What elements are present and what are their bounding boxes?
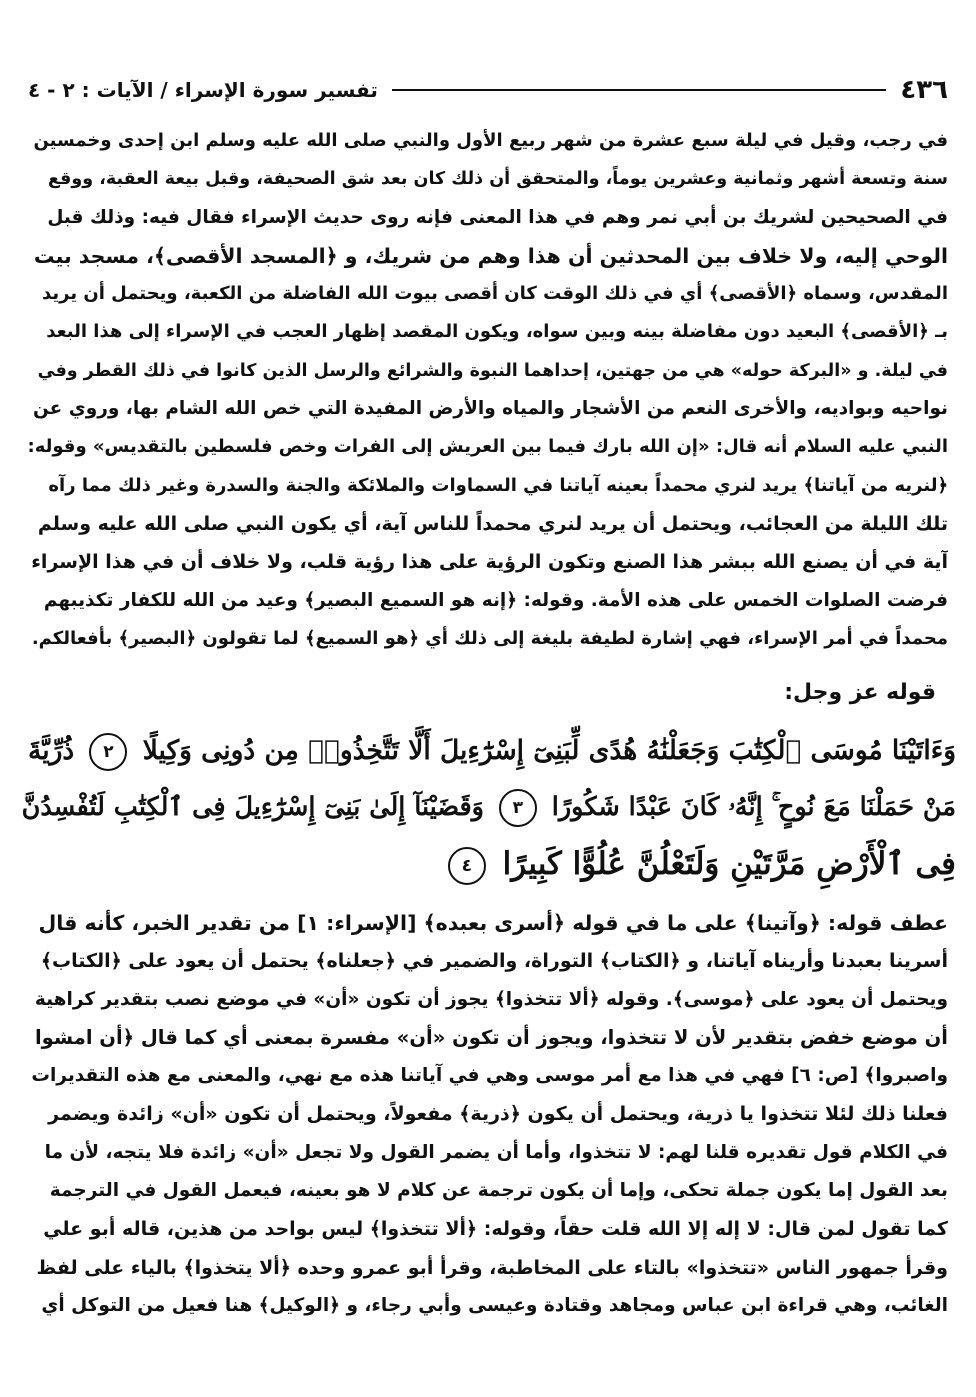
text-line: أن موضع خفض بتقدير لأن لا تتخذوا، ويجوز أن تكون «أن» مفسرة بمعنى أي كما قال ﴿أن امشوا bbox=[35, 1025, 948, 1049]
verse-text: فِى ٱلْأَرْضِ مَرَّتَيْنِ وَلَتَعْلُنَّ عُلُوًّا كَبِيرًا bbox=[502, 846, 956, 882]
text-line: فرضت الصلوات الخمس على هذه الأمة. وقوله: ﴿إنه هو السميع البصير﴾ وعيد من الله للكفار تكذيبهم bbox=[43, 589, 948, 611]
text-line: عطف قوله: ﴿وآتينا﴾ على ما في قوله ﴿أسرى بعبده﴾ [الإسراء: ١] من تقدير الخبر، كأنه قال bbox=[38, 911, 948, 935]
commentary-paragraph-1 bbox=[28, 122, 948, 658]
text-line: في الكلام قول تقديره قلنا لهم: لا تتخذوا، وأما أن يضمر القول ولا تجعل «أن» زائدة فلا يتجه، لأن ما bbox=[44, 1141, 948, 1163]
verse-text: مَنْ حَمَلْنَا مَعَ نُوحٍ ۚ إِنَّهُۥ كَانَ عَبْدًا شَكُورًا bbox=[551, 792, 956, 822]
header-rule bbox=[392, 89, 886, 91]
text-line: آية في أن يصنع الله ببشر هذا الصنع وتكون الرؤية على هذا رؤية قلب، ولا خلاف أن في هذا الإسراء bbox=[31, 551, 948, 574]
verse-line-3 bbox=[20, 836, 956, 893]
verse-text: وَءَاتَيْنَا مُوسَى ٱلْكِتَٰبَ وَجَعَلْنَٰهُ هُدًى لِّبَنِىٓ إِسْرَٰٓءِيلَ أَلَّا تَتَّخِذُوا۟ مِن دُونِى وَكِيلًا bbox=[142, 735, 956, 766]
text-line: المقدس، وسماه ﴿الأقصى﴾ أي في ذلك الوقت كان أقصى بيوت الله الفاضلة من الكعبة، ويحتمل أن يريد bbox=[41, 283, 948, 305]
text-line: نواحيه وبواديه، والأخرى النعم من الأشجار والمياه والأرض المفيدة التي خص الله الشام بها، وروي عن bbox=[33, 398, 948, 420]
page-number: ٤٣٦ bbox=[900, 75, 948, 105]
text-line: تلك الليلة من العجائب، ويحتمل أن يريد لنري محمداً للناس آية، أي يكون النبي صلى الله عليه وسلم bbox=[37, 512, 948, 535]
text-line: بـ ﴿الأقصى﴾ البعيد دون مفاضلة بينه وبين سواه، ويكون المقصد إظهار العجب في الإسراء إلى هذا البعد bbox=[46, 321, 948, 343]
text-line: كما تقول لمن قال: لا إله إلا الله قلت حقاً، وقوله: ﴿ألا تتخذوا﴾ ليس بواحد من هذين، قاله أبو علي bbox=[43, 1218, 948, 1241]
ayah-number-marker: ٢ bbox=[89, 733, 127, 771]
ayah-number-marker: ٣ bbox=[499, 789, 537, 827]
text-line: سنة وتسعة أشهر وثمانية وعشرين يوماً، والمتحقق أن ذلك كان بعد شق الصحيفة، وقبل بيعة العقبة، ووقع bbox=[47, 169, 948, 190]
ayah-number-marker: ٤ bbox=[448, 847, 486, 885]
text-line: فعلنا ذلك لئلا تتخذوا يا ذرية، ويحتمل أن يكون ﴿ذرية﴾ مفعولاً، ويحتمل أن تكون «أن» زائدة ويضمر bbox=[48, 1103, 948, 1126]
verse-text: وَقَضَيْنَآ إِلَىٰ بَنِىٓ إِسْرَٰٓءِيلَ فِى ٱلْكِتَٰبِ لَتُفْسِدُنَّ bbox=[21, 792, 484, 822]
text-line: ﴿لنريه من آياتنا﴾ يريد لنري محمداً بعينه آياتنا في السماوات والملائكة والجنة والسدرة وغير ذلك مما رآه bbox=[48, 474, 948, 496]
quran-verses bbox=[20, 722, 956, 893]
text-line: بعد القول إما يكون جملة تحكى، وإما أن يكون ترجمة عن كلام لا هو بعينه، فيعمل القول في الترجمة bbox=[49, 1180, 948, 1202]
text-line: وقرأ جمهور الناس «تتخذوا» بالتاء على المخاطبة، وقرأ أبو عمرو وحده ﴿ألا يتخذوا﴾ بالياء على لفظ bbox=[36, 1256, 948, 1279]
verse-line-1 bbox=[20, 722, 956, 779]
page-header bbox=[28, 70, 948, 110]
text-line: في ليلة. و «البركة حوله» هي من جهتين، إحداهما النبوة والشرائع والرسل الذين كانوا في ذلك القطر وفي bbox=[37, 360, 948, 381]
text-line: الوحي إليه، ولا خلاف بين المحدثين أن هذا وهم من شريك، و ﴿المسجد الأقصى﴾، مسجد بيت bbox=[33, 243, 948, 268]
text-line: النبي عليه السلام أنه قال: «إن الله بارك فيما بين العريش إلى الفرات وخص فلسطين بالتقديس» وقوله: bbox=[28, 436, 948, 458]
verse-lead-in: قوله عز وجل: bbox=[784, 680, 936, 705]
text-line: الغائب، وهي قراءة ابن عباس ومجاهد وقتادة وعيسى وأبي رجاء، و ﴿الوكيل﴾ هنا فعيل من التوكل أي bbox=[41, 1294, 948, 1316]
text-line: واصبروا﴾ [ص: ٦] فهي في هذا مع أمر موسى وهي في آياتنا هذه مع نهي، والمعنى مع هذه التقديرات bbox=[31, 1065, 948, 1087]
text-line: في الصحيحين لشريك بن أبي نمر وهم في هذا المعنى فإنه روى حديث الإسراء فقال فيه: وذلك قبل bbox=[47, 206, 948, 228]
text-line: محمداً في أمر الإسراء، فهي إشارة لطيفة بليغة إلى ذلك أي ﴿هو السميع﴾ لما تقولون ﴿البصير﴾ بأفعالكم. bbox=[31, 627, 948, 649]
commentary-paragraph-2 bbox=[28, 904, 948, 1325]
running-title: تفسير سورة الإسراء / الآيات : ٢ - ٤ bbox=[28, 78, 378, 102]
verse-text: ذُرِّيَّةَ bbox=[28, 735, 75, 766]
verse-line-2 bbox=[20, 779, 956, 836]
text-line: أسرينا بعبدنا وأريناه آياتنا، و ﴿الكتاب﴾ التوراة، والضمير في ﴿جعلناه﴾ يحتمل أن يعود على ﴿الكتاب﴾ bbox=[40, 950, 948, 973]
text-line: في رجب، وقيل في ليلة سبع عشرة من شهر ربيع الأول والنبي صلى الله عليه وسلم ابن إحدى وخمسين bbox=[33, 130, 948, 151]
text-line: ويحتمل أن يعود على ﴿موسى﴾. وقوله ﴿ألا تتخذوا﴾ يجوز أن تكون «أن» في موضع نصب بتقدير كراهية bbox=[34, 988, 948, 1010]
